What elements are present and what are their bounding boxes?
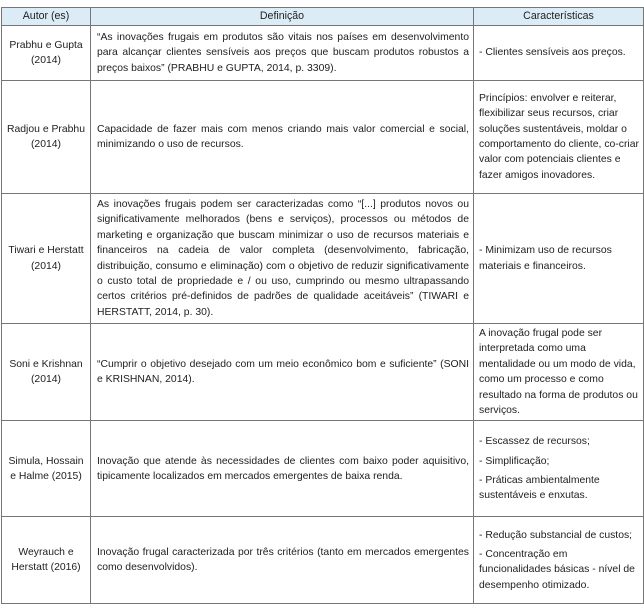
table-row: [2, 194, 644, 324]
definicao-cell: “Cumprir o objetivo desejado com um meio econômico bom e suficiente” (SONI e KRISHNAN, 2014).: [91, 324, 474, 421]
table-row: [2, 421, 644, 517]
caracteristica-item: - Simplificação;: [479, 455, 550, 467]
caracteristicas-cell: [474, 517, 644, 604]
autor-cell: Soni e Krishnan (2014): [2, 324, 91, 421]
autor-cell: Weyrauch e Herstatt (2016): [2, 517, 91, 604]
caracteristica-item: - Clientes sensíveis aos preços.: [479, 47, 626, 59]
header-caracteristicas: Características: [474, 8, 644, 26]
definicao-cell: Inovação que atende às necessidades de clientes com baixo poder aquisitivo, tipicamente localizados em mercados emergentes de baixa renda.: [91, 421, 474, 517]
autor-cell: Prabhu e Gupta (2014): [2, 26, 91, 81]
caracteristicas-cell: [474, 194, 644, 324]
caracteristicas-cell: [474, 421, 644, 517]
caracteristica-item: - Escassez de recursos;: [479, 436, 590, 448]
header-definicao: Definição: [91, 8, 474, 26]
caracteristica-item: - Redução substancial de custos;: [479, 529, 633, 541]
table-row: [2, 26, 644, 81]
autor-cell: Tiwari e Herstatt (2014): [2, 194, 91, 324]
autor-cell: Radjou e Prabhu (2014): [2, 81, 91, 194]
autor-cell: Simula, Hossain e Halme (2015): [2, 421, 91, 517]
table-row: [2, 81, 644, 194]
caracteristica-item: A inovação frugal pode ser interpretada como uma mentalidade ou um modo de vida, como um processo e como resultado na forma de produtos ou serviços.: [479, 328, 638, 417]
caracteristica-item: - Concentração em funcionalidades básicas - nível de desempenho otimizado.: [479, 549, 635, 591]
header-row: [2, 8, 644, 26]
table-row: [2, 324, 644, 421]
caracteristica-item: - Práticas ambientalmente sustentáveis e enxutas.: [479, 474, 600, 502]
definicao-cell: Capacidade de fazer mais com menos criando mais valor comercial e social, minimizando o uso de recursos.: [91, 81, 474, 194]
caracteristica-item: Princípios: envolver e reiterar, flexibilizar seus recursos, criar soluções sustentáveis, moldar o comportamento do cliente, co-criar valor com potenciais clientes e fazer amigos inovadores.: [479, 92, 639, 181]
frugal-innovation-table: [1, 7, 644, 604]
definicao-cell: As inovações frugais podem ser caracterizadas como “[...] produtos novos ou significativamente melhorados (bens e serviços), processos ou métodos de marketing e organização que buscam minimizar o uso de recursos materiais e financeiros na cadeia de valor completa (desenvolvimento, fabricação, distribuição, consumo e eliminação) com o objetivo de reduzir significativamente o custo total de propriedade e / ou uso, cumprindo ou mesmo ultrapassando certos critérios pré-definidos de padrões de qualidade aceitáveis” (TIWARI e HERSTATT, 2014, p. 30).: [91, 194, 474, 324]
definicao-cell: Inovação frugal caracterizada por três critérios (tanto em mercados emergentes como desenvolvidos).: [91, 517, 474, 604]
caracteristicas-cell: [474, 81, 644, 194]
caracteristicas-cell: [474, 26, 644, 81]
caracteristicas-cell: [474, 324, 644, 421]
definicao-cell: “As inovações frugais em produtos são vitais nos países em desenvolvimento para alcançar clientes sensíveis aos preços que buscam produtos robustos a preços baixos” (PRABHU e GUPTA, 2014, p. 3309).: [91, 26, 474, 81]
header-autor: Autor (es): [2, 8, 91, 26]
table-row: [2, 517, 644, 604]
caracteristica-item: - Minimizam uso de recursos materiais e financeiros.: [479, 245, 612, 272]
